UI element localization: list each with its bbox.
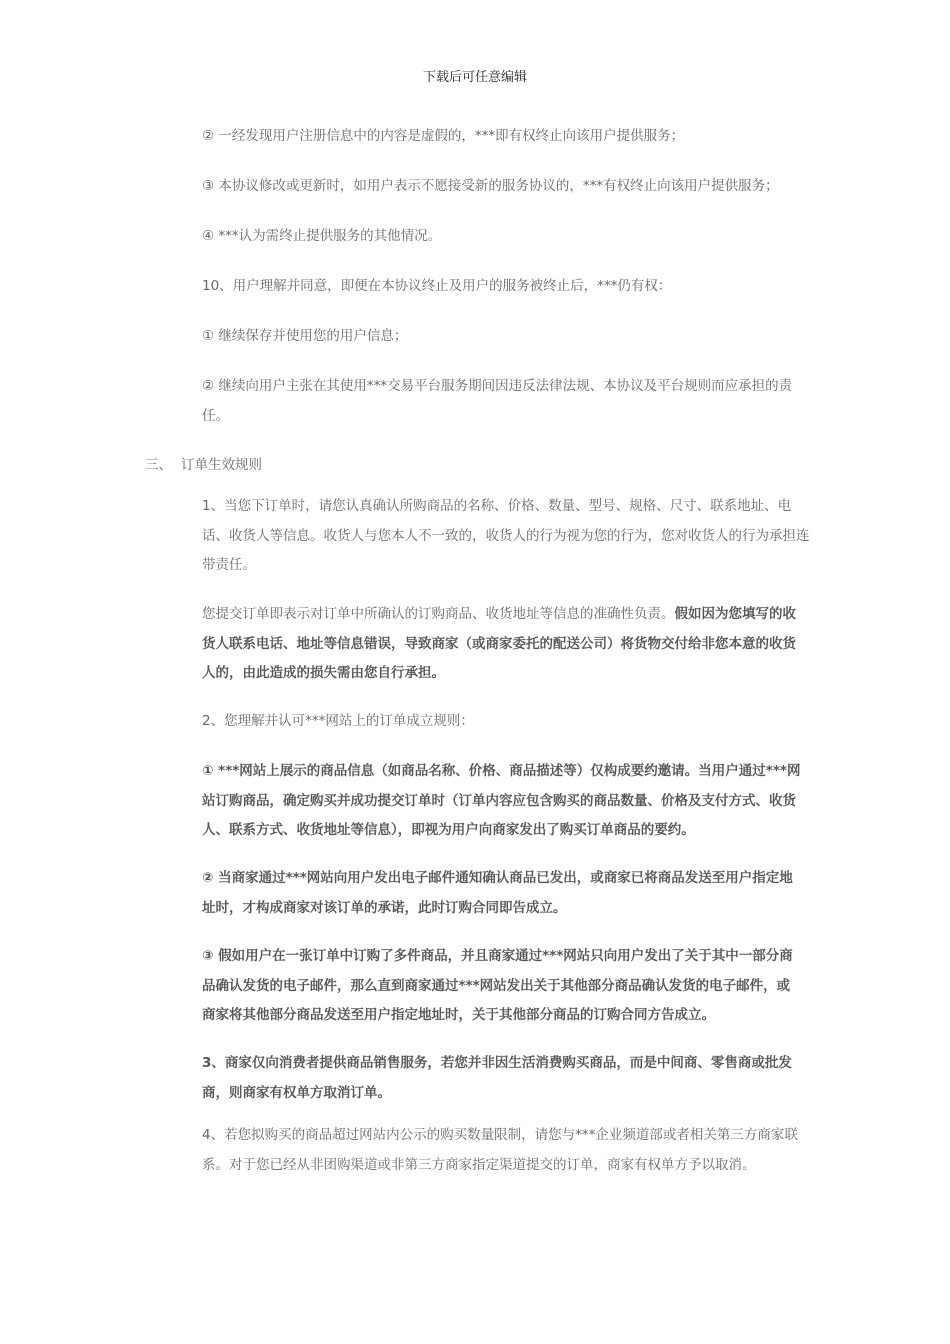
- paragraph: [202, 600, 807, 689]
- paragraph: 4、若您拟购买的商品超过网站内公示的购买数量限制，请您与***企业频道部或者相关第三方商家联系。对于您已经从非团购渠道或非第三方商家指定渠道提交的订单，商家有权单方予以取消。: [202, 1127, 798, 1173]
- paragraph: ① ***网站上展示的商品信息（如商品名称、价格、商品描述等）仅构成要约邀请。当用户通过***网站订购商品，确定购买并成功提交订单时（订单内容应包含购买的商品数量、价格及支付方式、收货人、联系方式、收货地址等信息），即视为用户向商家发出了购买订单商品的要约。: [202, 763, 801, 838]
- section-heading: [145, 451, 262, 481]
- section-title: 订单生效规则: [181, 457, 262, 473]
- paragraph: 2、您理解并认可***网站上的订单成立规则：: [202, 713, 474, 729]
- section-number: 三、: [145, 457, 172, 473]
- paragraph-text: 您提交订单即表示对订单中所确认的订购商品、收货地址等信息的准确性负责。: [202, 606, 675, 622]
- paragraph: ③ 假如用户在一张订单中订购了多件商品，并且商家通过***网站只向用户发出了关于其中一部分商品确认发货的电子邮件，那么直到商家通过***网站发出关于其他部分商品确认发货的电子邮件，或商家将其他部分商品发送至用户指定地址时，关于其他部分商品的订购合同方告成立。: [202, 948, 793, 1023]
- paragraph: 3、商家仅向消费者提供商品销售服务，若您并非因生活消费购买商品，而是中间商、零售商或批发商，则商家有权单方取消订单。: [202, 1055, 792, 1101]
- paragraph-bold-text: 假如因为您填写的收货人联系电话、地址等信息错误，导致商家（或商家委托的配送公司）将货物交付给非您本意的收货人的，由此造成的损失需由您自行承担。: [202, 606, 796, 681]
- page-header: 下载后可任意编辑: [422, 70, 527, 85]
- paragraph: 1、当您下订单时，请您认真确认所购商品的名称、价格、数量、型号、规格、尺寸、联系地址、电话、收货人等信息。收货人与您本人不一致的，收货人的行为视为您的行为，您对收货人的行为承担连带责任。: [202, 498, 810, 573]
- paragraph: ② 继续向用户主张在其使用***交易平台服务期间因违反法律法规、本协议及平台规则而应承担的责任。: [202, 378, 793, 424]
- paragraph: ② 当商家通过***网站向用户发出电子邮件通知确认商品已发出，或商家已将商品发送至用户指定地址时，才构成商家对该订单的承诺，此时订购合同即告成立。: [202, 870, 793, 916]
- paragraph: ④ ***认为需终止提供服务的其他情况。: [202, 228, 442, 244]
- paragraph: ② 一经发现用户注册信息中的内容是虚假的，***即有权终止向该用户提供服务；: [202, 128, 685, 144]
- paragraph: 10、用户理解并同意，即便在本协议终止及用户的服务被终止后，***仍有权：: [202, 278, 672, 294]
- paragraph: ③ 本协议修改或更新时，如用户表示不愿接受新的服务协议的，***有权终止向该用户提供服务；: [202, 178, 779, 194]
- paragraph: ① 继续保存并使用您的用户信息；: [202, 328, 408, 344]
